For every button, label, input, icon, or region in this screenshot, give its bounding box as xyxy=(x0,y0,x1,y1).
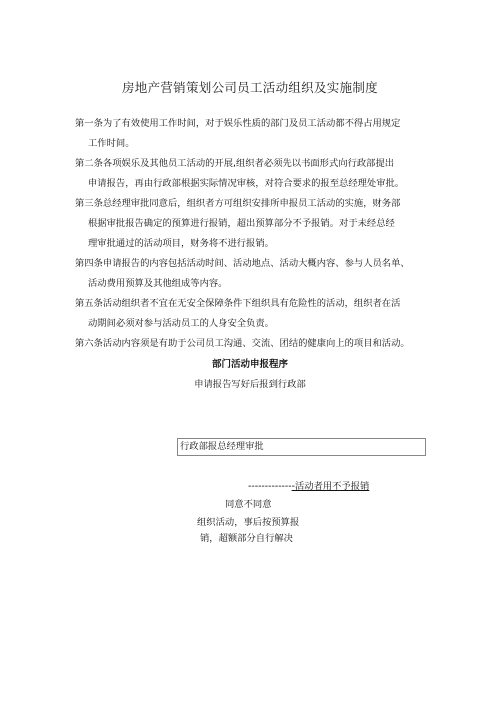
article-5-line-2: 动期间必须对参与活动员工的人身安全负责。 xyxy=(88,318,274,329)
procedure-step-review-text: 行政部报总经理审批 xyxy=(180,441,264,452)
article-5-line-1: 第五条活动组织者不宜在无安全保障条件下组织具有危险性的活动，组织者在活 xyxy=(75,298,401,309)
article-6 xyxy=(75,334,435,354)
article-3 xyxy=(75,194,435,254)
article-4 xyxy=(75,254,435,294)
article-1 xyxy=(75,114,435,154)
procedure-reject-branch xyxy=(248,479,369,495)
article-4-line-2: 活动费用预算及其他组成等内容。 xyxy=(88,278,228,289)
procedure-heading: 部门活动申报程序 xyxy=(211,359,288,370)
reject-text: -活动者用不予报销 xyxy=(291,481,370,492)
procedure-outcome-line-1: 组织活动，事后按预算报 xyxy=(197,517,300,528)
reject-dashes: ------------- xyxy=(248,481,292,492)
article-2 xyxy=(75,154,435,194)
article-3-line-1: 第三条总经理审批同意后，组织者方可组织安排所申报员工活动的实施，财务部 xyxy=(75,198,401,209)
article-2-line-1: 第二条各项娱乐及其他员工活动的开展,组织者必须先以书面形式向行政部提出 xyxy=(75,158,395,169)
document-title: 房地产营销策划公司员工活动组织及实施制度 xyxy=(121,80,378,95)
article-1-line-1: 第一条为了有效使用工作时间，对于娱乐性质的部门及员工活动都不得占用规定 xyxy=(75,118,401,129)
procedure-step-review-box xyxy=(177,438,426,456)
procedure-outcome-choice: 同意不同意 xyxy=(225,499,272,510)
article-1-line-2: 工作时间。 xyxy=(88,138,135,149)
article-3-line-3: 理审批通过的活动项目，财务将不进行报销。 xyxy=(88,238,274,249)
article-2-line-2: 申请报告，再由行政部根据实际情况审核，对符合要求的报至总经理处审批。 xyxy=(88,178,405,189)
article-5 xyxy=(75,294,435,334)
article-6-line-1: 第六条活动内容须是有助于公司员工沟通、交流、团结的健康向上的项目和活动。 xyxy=(75,338,410,349)
article-4-line-1: 第四条申请报告的内容包括活动时间、活动地点、活动大概内容、参与人员名单、 xyxy=(75,258,410,269)
article-3-line-2: 根据审批报告确定的预算进行报销，超出预算部分不予报销。对于未经总经 xyxy=(88,218,395,229)
procedure-step-apply: 申请报告写好后报到行政部 xyxy=(194,379,306,390)
procedure-outcome-line-2: 销，超额部分自行解决 xyxy=(200,533,293,544)
